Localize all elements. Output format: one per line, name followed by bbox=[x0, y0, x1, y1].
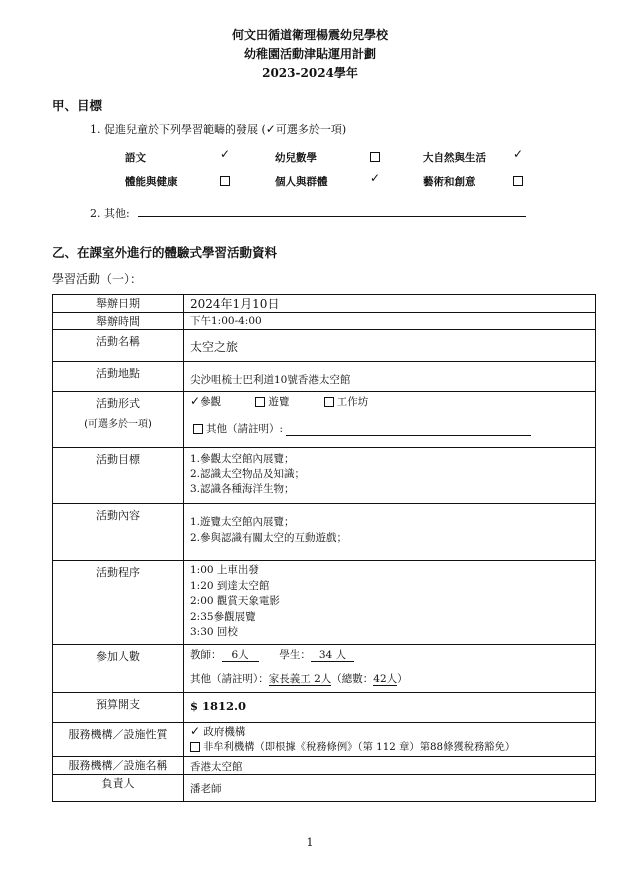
name-label: 活動名稱 bbox=[53, 330, 184, 362]
name-value: 太空之旅 bbox=[184, 330, 596, 362]
checkmark-icon: ✓ bbox=[220, 147, 231, 161]
form-options-row bbox=[190, 394, 595, 409]
form-other: 其他（請註明）: bbox=[206, 423, 284, 435]
people-values bbox=[184, 645, 596, 693]
other-value: 家長義工 2人 bbox=[268, 673, 332, 685]
org-type-nonprofit bbox=[190, 740, 595, 755]
procedure-line: 3:30 回校 bbox=[190, 626, 238, 638]
form-tour: 遊覽 bbox=[268, 396, 290, 408]
goal-item-1-text: 1. 促進兒童於下列學習範疇的發展 ( bbox=[90, 123, 266, 136]
row-name bbox=[53, 330, 596, 362]
row-participants bbox=[53, 645, 596, 693]
teacher-value: 6人 bbox=[222, 649, 259, 662]
row-budget bbox=[53, 693, 596, 723]
row-content bbox=[53, 504, 596, 561]
procedure-label: 活動程序 bbox=[53, 561, 184, 645]
budget-value: $ 1812.0 bbox=[184, 693, 596, 723]
form-workshop: 工作坊 bbox=[336, 396, 369, 408]
activity-table bbox=[52, 294, 596, 802]
goal-line: 1.參觀太空館內展覽； bbox=[190, 453, 295, 465]
checkmark-icon: ✓ bbox=[190, 394, 201, 408]
row-place bbox=[53, 362, 596, 392]
form-label: 活動形式 bbox=[96, 397, 140, 410]
other-goal-blank[interactable] bbox=[138, 216, 526, 217]
goal-item-1-tail: 可選多於一項) bbox=[275, 123, 347, 136]
row-goals bbox=[53, 448, 596, 504]
goal-item-1 bbox=[90, 121, 346, 137]
form-other-row bbox=[190, 421, 595, 436]
activity-title: 學習活動（一）： bbox=[52, 272, 143, 286]
content-line: 1.遊覽太空館內展覽； bbox=[190, 516, 295, 528]
checkbox-nonprofit[interactable] bbox=[190, 742, 200, 752]
goal-item-2: 2. 其他: bbox=[90, 207, 130, 220]
domain-label: 語文 bbox=[125, 152, 146, 164]
row-procedure bbox=[53, 561, 596, 645]
content-line: 2.參與認識有關太空的互動遊戲； bbox=[190, 532, 348, 544]
checkmark-icon: ✓ bbox=[265, 122, 276, 136]
date-label: 舉辦日期 bbox=[53, 295, 184, 313]
procedure-line: 1:00 上車出發 bbox=[190, 564, 259, 576]
form-label-cell bbox=[53, 392, 184, 448]
time-value: 下午1:00-4:00 bbox=[184, 313, 596, 330]
budget-label: 預算開支 bbox=[53, 693, 184, 723]
checkmark-icon: ✓ bbox=[190, 724, 201, 738]
school-year: 2023-2024學年 bbox=[262, 66, 358, 80]
goal-line: 2.認識太空物品及知識； bbox=[190, 468, 306, 480]
section-b-title: 乙、在課室外進行的體驗式學習活動資料 bbox=[52, 245, 278, 260]
place-value: 尖沙咀梳士巴利道10號香港太空館 bbox=[184, 362, 596, 392]
row-form bbox=[53, 392, 596, 448]
goal-line: 3.認識各種海洋生物； bbox=[190, 483, 295, 495]
date-value: 2024年1月10日 bbox=[184, 295, 596, 313]
plan-title: 幼稚園活動津貼運用計劃 bbox=[243, 47, 376, 61]
student-label: 學生： bbox=[279, 649, 311, 661]
checkbox-empty[interactable] bbox=[220, 175, 233, 187]
org-type-government bbox=[190, 724, 595, 740]
procedure-line: 2:00 觀賞天象電影 bbox=[190, 595, 280, 607]
procedure-line: 2:35參觀展覽 bbox=[190, 610, 256, 623]
row-org-name bbox=[53, 757, 596, 775]
checkbox-empty[interactable] bbox=[370, 151, 383, 163]
org-name-value: 香港太空館 bbox=[184, 757, 596, 775]
row-person bbox=[53, 775, 596, 802]
goal-list bbox=[184, 448, 596, 504]
domain-label: 藝術和創意 bbox=[423, 176, 476, 188]
domain-label: 大自然與生活 bbox=[423, 152, 486, 164]
org-type-2-text: 非牟利機構（即根據《稅務條例》（第 112 章）第88條獲稅務豁免） bbox=[203, 741, 516, 753]
form-visit: 參觀 bbox=[200, 396, 222, 408]
other-label: 其他（請註明）： bbox=[190, 673, 269, 685]
procedure-list bbox=[184, 561, 596, 645]
domain-label: 體能與健康 bbox=[125, 176, 178, 188]
domain-personal bbox=[275, 174, 328, 189]
row-org-type bbox=[53, 723, 596, 757]
teacher-label: 教師： bbox=[190, 649, 222, 661]
time-label: 舉辦時間 bbox=[53, 313, 184, 330]
checkmark-icon: ✓ bbox=[513, 147, 524, 161]
total-value: 42人 bbox=[373, 673, 398, 685]
org-type-options bbox=[184, 723, 596, 757]
row-time bbox=[53, 313, 596, 330]
domain-label: 個人與群體 bbox=[275, 176, 328, 188]
org-type-label: 服務機構／設施性質 bbox=[53, 723, 184, 757]
domain-arts bbox=[423, 174, 476, 189]
content-list bbox=[184, 504, 596, 561]
checkbox-other[interactable] bbox=[193, 424, 203, 434]
content-label: 活動內容 bbox=[53, 504, 184, 561]
domain-label: 幼兒數學 bbox=[275, 152, 317, 164]
student-value: 34 人 bbox=[311, 649, 354, 662]
org-type-1-text: 政府機構 bbox=[203, 726, 246, 738]
domain-physical bbox=[125, 174, 178, 189]
procedure-line: 1:20 到達太空館 bbox=[190, 579, 270, 592]
people-line-2 bbox=[190, 671, 595, 686]
total-end: ） bbox=[397, 673, 408, 685]
total-label: （總數： bbox=[331, 673, 374, 685]
domain-language bbox=[125, 150, 146, 165]
form-options bbox=[184, 392, 596, 448]
row-date bbox=[53, 295, 596, 313]
domain-nature bbox=[423, 150, 486, 165]
checkmark-icon: ✓ bbox=[370, 171, 381, 185]
people-label: 參加人數 bbox=[53, 645, 184, 693]
checkbox-workshop[interactable] bbox=[324, 397, 334, 407]
person-value: 潘老師 bbox=[184, 775, 596, 802]
form-label-note: (可選多於一項) bbox=[84, 419, 152, 430]
section-a-title: 甲、目標 bbox=[52, 98, 103, 113]
person-label: 負責人 bbox=[53, 775, 184, 802]
domain-math bbox=[275, 150, 317, 165]
place-label: 活動地點 bbox=[53, 362, 184, 392]
checkbox-tour[interactable] bbox=[255, 397, 265, 407]
org-name-label: 服務機構／設施名稱 bbox=[53, 757, 184, 775]
page-number: 1 bbox=[306, 836, 314, 849]
checkbox-empty[interactable] bbox=[513, 175, 526, 187]
people-line-1 bbox=[190, 647, 595, 662]
school-name: 何文田循道衛理楊震幼兒學校 bbox=[231, 28, 388, 42]
form-other-blank[interactable] bbox=[286, 435, 531, 436]
goal-label: 活動目標 bbox=[53, 448, 184, 504]
